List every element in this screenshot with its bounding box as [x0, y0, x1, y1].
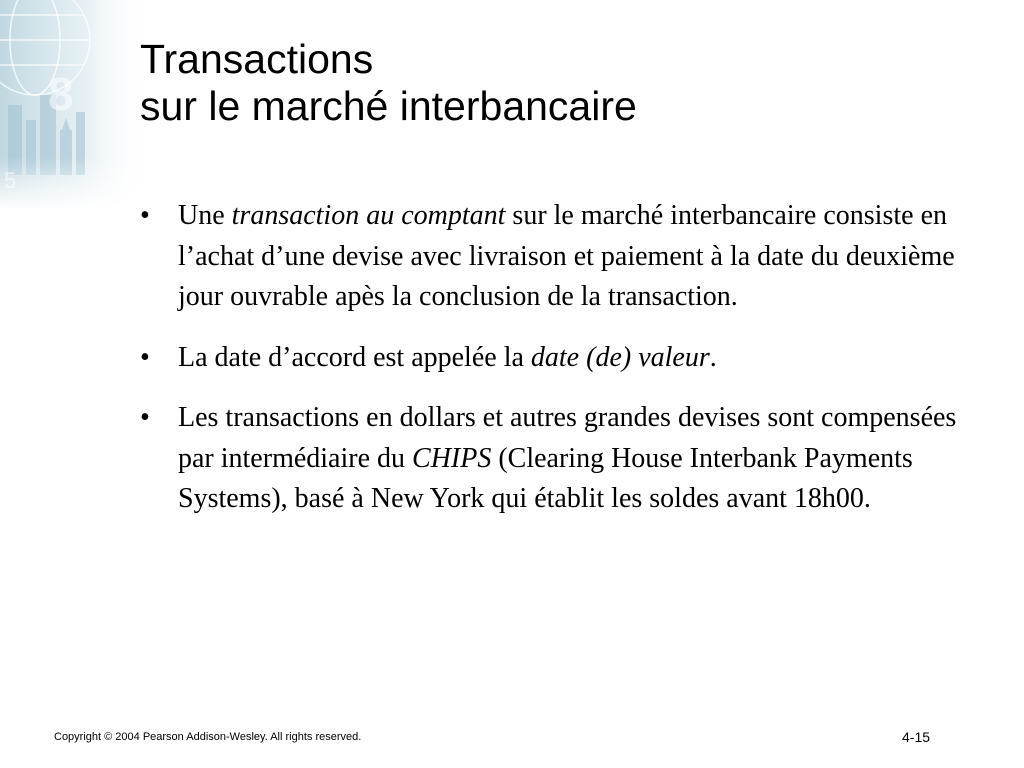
bullet-item [140, 196, 960, 318]
bullet-text-segment: sur le marché interbancaire consiste en l’achat d’une devise avec livraison et paiement à la date du deuxième jour ouvrable apès la conclusion de la transaction. [178, 200, 955, 312]
bullet-text-segment-italic: date (de) valeur [530, 341, 710, 373]
bullet-item [140, 338, 960, 379]
slide-title [140, 36, 637, 130]
bullet-text-segment: La date d’accord est appelée la [178, 341, 531, 373]
page-number: 4-15 [902, 729, 931, 745]
corner-collage-icon [0, 0, 150, 210]
bullet-marker: • [140, 200, 150, 231]
bullet-text-segment-italic: CHIPS [412, 442, 492, 474]
bullet-list [140, 196, 960, 540]
bullet-text-segment: . [709, 341, 717, 373]
copyright-notice: Copyright © 2004 Pearson Addison-Wesley. All rights reserved. [54, 731, 362, 743]
bullet-marker: • [140, 402, 150, 433]
title-line-2: sur le marché interbancaire [140, 83, 637, 129]
bullet-marker: • [140, 341, 150, 373]
bullet-item [140, 398, 960, 520]
bullet-text-segment: Une [178, 200, 232, 231]
bullet-text-segment: Les transactions en dollars et autres grandes devises sont compensées par intermédiaire du [178, 402, 957, 474]
bullet-text-segment: (Clearing House Interbank Payments Systems), basé à New York qui établit les soldes avant 18h00. [178, 442, 913, 514]
title-line-1: Transactions [140, 36, 374, 82]
bullet-text-segment-italic: transaction au comptant [231, 200, 506, 231]
